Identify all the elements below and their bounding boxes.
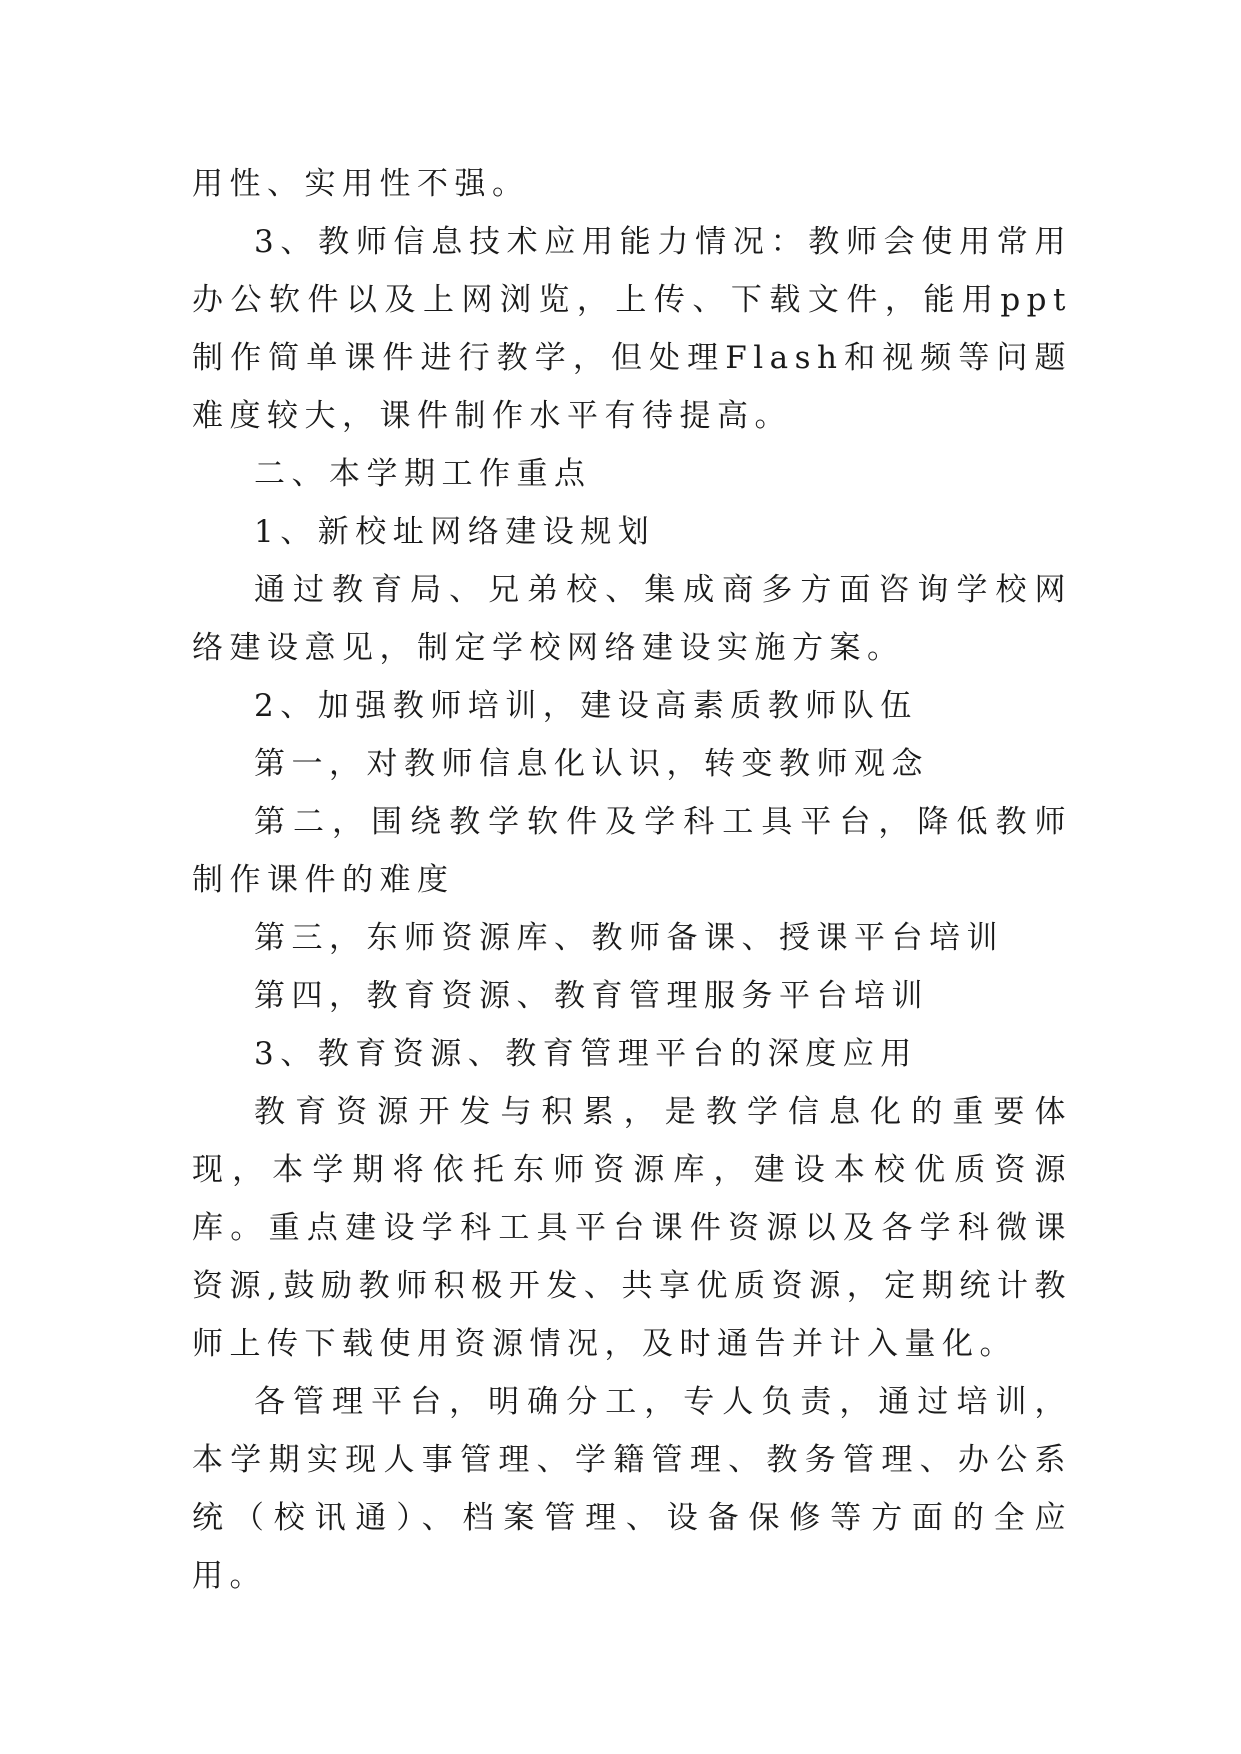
subheading-network-planning: 1、新校址网络建设规划 [254, 514, 656, 550]
paragraph-teacher-it-ability: 3、教师信息技术应用能力情况：教师会使用常用办公软件以及上网浏览，上传、下载文件，能用ppt制作简单课件进行教学，但处理Flash和视频等问题难度较大，课件制作水平有待提高。 [192, 224, 1072, 434]
list-item-first: 第一，对教师信息化认识，转变教师观念 [254, 746, 929, 782]
paragraph-resource-development: 教育资源开发与积累，是教学信息化的重要体现，本学期将依托东师资源库，建设本校优质资源库。重点建设学科工具平台课件资源以及各学科微课资源,鼓励教师积极开发、共享优质资源，定期统计教师上传下载使用资源情况，及时通告并计入量化。 [192, 1094, 1072, 1362]
section-heading-work-focus: 二、本学期工作重点 [254, 456, 592, 492]
document-body [192, 155, 1072, 1605]
subheading-teacher-training: 2、加强教师培训，建设高素质教师队伍 [254, 688, 918, 724]
list-item-third: 第三，东师资源库、教师备课、授课平台培训 [254, 920, 1004, 956]
paragraph-continuation: 用性、实用性不强。 [192, 166, 530, 202]
subheading-platform-application: 3、教育资源、教育管理平台的深度应用 [254, 1036, 918, 1072]
list-item-second: 第二，围绕教学软件及学科工具平台，降低教师制作课件的难度 [192, 804, 1072, 898]
paragraph-management-platforms: 各管理平台，明确分工，专人负责，通过培训，本学期实现人事管理、学籍管理、教务管理、办公系统（校讯通）、档案管理、设备保修等方面的全应用。 [192, 1384, 1072, 1594]
paragraph-network-planning: 通过教育局、兄弟校、集成商多方面咨询学校网络建设意见，制定学校网络建设实施方案。 [192, 572, 1072, 666]
list-item-fourth: 第四，教育资源、教育管理服务平台培训 [254, 978, 929, 1014]
